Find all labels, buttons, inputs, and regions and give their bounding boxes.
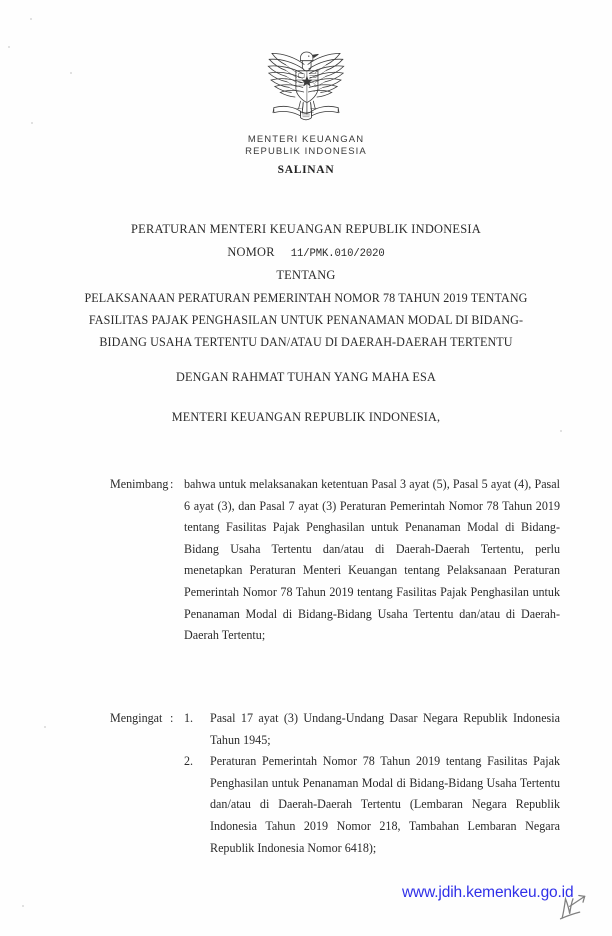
list-item-text: Pasal 17 ayat (3) Undang-Undang Dasar Negara Republik Indonesia Tahun 1945; bbox=[210, 711, 560, 747]
clause-menimbang-label: Menimbang bbox=[110, 477, 169, 491]
handwritten-initial-mark bbox=[556, 893, 590, 923]
clause-mengingat-colon: : bbox=[170, 711, 174, 725]
scan-speck bbox=[22, 905, 24, 907]
clause-menimbang-colon: : bbox=[170, 477, 174, 491]
blessing-line: DENGAN RAHMAT TUHAN YANG MAHA ESA bbox=[176, 370, 436, 384]
regulation-subject-line-2: FASILITAS PAJAK PENGHASILAN UNTUK PENANAMAN MODAL DI BIDANG- bbox=[88, 312, 524, 327]
clause-mengingat bbox=[110, 708, 560, 859]
list-item-text-wrap bbox=[210, 708, 560, 751]
list-item bbox=[184, 708, 560, 751]
list-item-text-wrap bbox=[210, 751, 560, 859]
list-item-marker: 1. bbox=[184, 711, 194, 725]
clause-menimbang-body bbox=[184, 474, 560, 647]
tentang-label: TENTANG bbox=[276, 268, 336, 282]
clause-mengingat-list bbox=[184, 708, 560, 859]
jdih-watermark-url: www.jdih.kemenkeu.go.id bbox=[402, 884, 574, 901]
garuda-pancasila-emblem bbox=[260, 44, 352, 128]
nomor-value: 11/PMK.010/2020 bbox=[290, 247, 385, 260]
regulation-title-block bbox=[60, 219, 552, 353]
list-item-marker: 2. bbox=[184, 754, 194, 769]
regulation-subject-line-1: PELAKSANAAN PERATURAN PEMERINTAH NOMOR 78 TAHUN 2019 TENTANG bbox=[84, 290, 528, 305]
nomor-label: NOMOR bbox=[227, 244, 275, 259]
scan-speck bbox=[560, 430, 562, 432]
clause-mengingat-label: Mengingat bbox=[110, 711, 163, 725]
ministry-line-1: MENTERI KEUANGAN bbox=[247, 134, 365, 145]
document-header bbox=[0, 44, 612, 176]
clause-menimbang-text: bahwa untuk melaksanakan ketentuan Pasal 3 ayat (5), Pasal 5 ayat (4), Pasal 6 ayat (3), dan Pasal 7 ayat (3) Peraturan Pemerintah Nomor 78 Tahun 2019 tentang Fasilitas Pajak Penghasilan untuk Penanaman Modal di Bidang-Bidang Usaha Tertentu dan/atau di Daerah-Daerah Tertentu, perlu menetapkan Peraturan Menteri Keuangan tentang Pelaksanaan Peraturan Pemerintah Nomor 78 Tahun 2019 tentang Fasilitas Pajak Penghasilan untuk Penanaman Modal di Bidang-Bidang Usaha Tertentu dan/atau di Daerah-Daerah Tertentu; bbox=[184, 477, 560, 643]
list-item-text: Peraturan Pemerintah Nomor 78 Tahun 2019 tentang Fasilitas Pajak Penghasilan untuk Penanaman Modal di Bidang-Bidang Usaha Tertentu dan/atau di Daerah-Daerah Tertentu (Lembaran Negara Republik Indonesia Tahun 2019 Nomor 218, Tambahan Lembaran Negara Republik Indonesia Nomor 6418); bbox=[210, 754, 560, 855]
ministry-line-2: REPUBLIK INDONESIA bbox=[245, 145, 367, 157]
regulation-subject-line-3: BIDANG USAHA TERTENTU DAN/ATAU DI DAERAH-DAERAH TERTENTU bbox=[99, 334, 513, 349]
scan-speck bbox=[30, 18, 32, 20]
regulation-number-row bbox=[60, 241, 552, 266]
regulation-heading: PERATURAN MENTERI KEUANGAN REPUBLIK INDONESIA bbox=[131, 222, 481, 236]
ministry-name bbox=[0, 134, 612, 157]
list-item bbox=[184, 751, 560, 859]
copy-mark: SALINAN bbox=[277, 164, 335, 176]
scan-speck bbox=[44, 726, 46, 728]
authority-line: MENTERI KEUANGAN REPUBLIK INDONESIA, bbox=[171, 410, 441, 424]
clause-menimbang bbox=[110, 474, 560, 647]
